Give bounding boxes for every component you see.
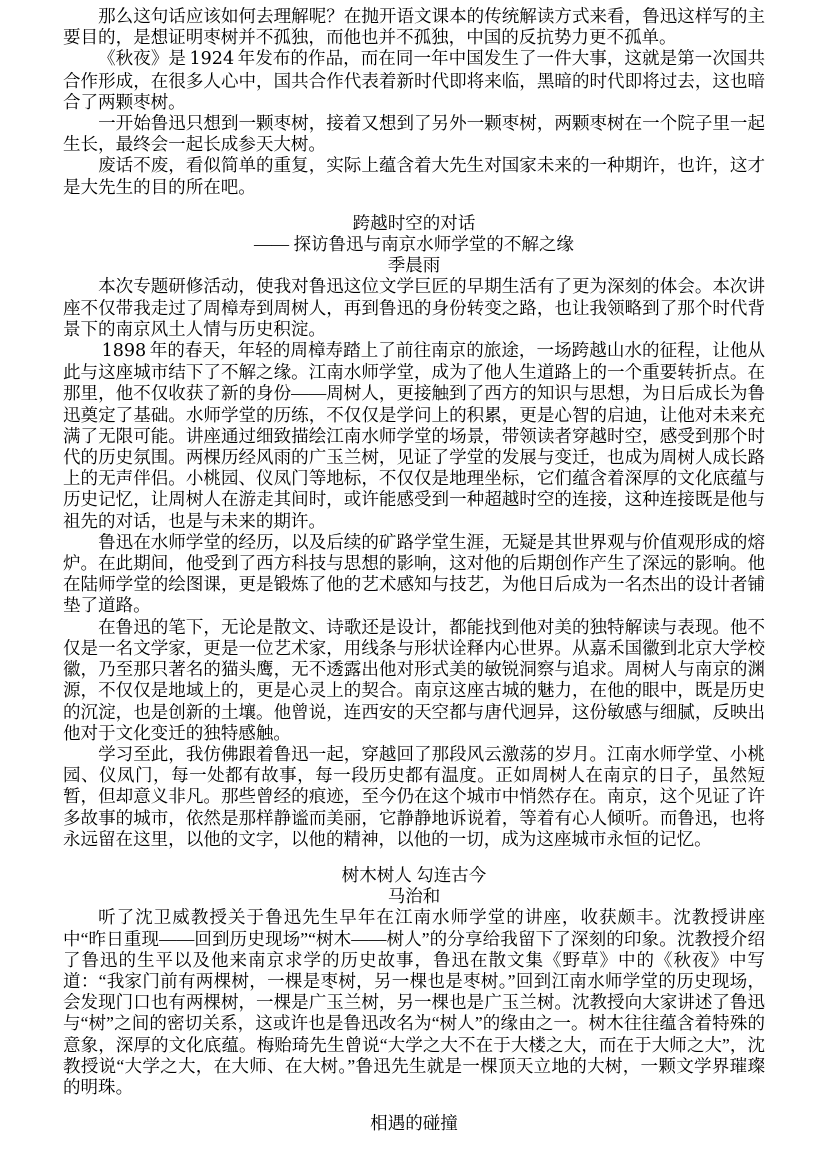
section-gap — [63, 850, 765, 865]
lead-paragraph-2: 《秋夜》是 1924 年发布的作品，而在同一年中国发生了一件大事，这就是第一次国共合作形成，在很多人心中，国共合作代表着新时代即将来临，黑暗的时代即将过去，这也暗合了两颗枣树。 — [63, 48, 766, 112]
lead-paragraph-4: 废话不废，看似简单的重复，实际上蕴含着大先生对国家未来的一种期许，也许，这才是大先生的目的所在吧。 — [63, 155, 765, 197]
essay1-subtitle: —— 探访鲁迅与南京水师学堂的不解之缘 — [254, 234, 574, 255]
essay1-paragraph-5: 学习至此，我仿佛跟着鲁迅一起，穿越回了那段风云激荡的岁月。江南水师学堂、小桃园、仪凤门，每一处都有故事，每一段历史都有温度。正如周树人在南京的日子，虽然短暂，但却意义非凡。那些曾经的痕迹，至今仍在这个城市中悄然存在。南京，这个见证了许多故事的城市，依然是那样静谧而美丽，它静静地诉说着，等着有心人倾听。而鲁迅，也将永远留在这里，以他的文字，以他的精神，以他的一切，成为这座城市永恒的记忆。 — [63, 743, 765, 849]
essay2-title: 树木树人 勾连古今 — [341, 864, 487, 885]
essay1-paragraph-1: 本次专题研修活动，使我对鲁迅这位文学巨匠的早期生活有了更为深刻的体会。本次讲座不仅带我走过了周樟寿到周树人，再到鲁迅的身份转变之路，也让我领略到了那个时代背景下的南京风土人情与历史积淀。 — [63, 276, 765, 339]
essay1-paragraph-2: 1898 年的春天，年轻的周樟寿踏上了前往南京的旅途，一场跨越山水的征程，让他从此与这座城市结下了不解之缘。江南水师学堂，成为了他人生道路上的一个重要转折点。在那里，他不仅收获了新的身份——周树人，更接触到了西方的知识与思想，为日后成长为鲁迅奠定了基础。水师学堂的历练，不仅仅是学问上的积累，更是心智的启迪，让他对未来充满了无限可能。讲座通过细致描绘江南水师学堂的场景，带领读者穿越时空，感受到那个时代的历史氛围。两棵历经风雨的广玉兰树，见证了学堂的发展与变迁，也成为周树人成长路上的无声伴侣。小桃园、仪凤门等地标，不仅仅是地理坐标，它们蕴含着深厚的文化底蕴与历史记忆，让周树人在游走其间时，或许能感受到一种超越时空的连接，这种连接既是他与祖先的对话，也是与未来的期许。 — [63, 340, 765, 531]
essay1-paragraph-4: 在鲁迅的笔下，无论是散文、诗歌还是设计，都能找到他对美的独特解读与表现。他不仅是一名文学家，更是一位艺术家，用线条与形状诠释内心世界。从嘉禾国徽到北京大学校徽，乃至那只著名的猫头鹰，无不透露出他对形式美的敏锐洞察与追求。周树人与南京的渊源，不仅仅是地域上的，更是心灵上的契合。南京这座古城的魅力，在他的眼中，既是历史的沉淀，也是创新的土壤。他曾说，连西安的天空都与唐代迥异，这份敏感与细腻，反映出他对于文化变迁的独特感触。 — [63, 616, 765, 743]
essay3-title: 相遇的碰撞 — [370, 1113, 458, 1134]
section-gap — [63, 1098, 765, 1113]
lead-paragraph-1: 那么这句话应该如何去理解呢？在抛开语文课本的传统解读方式来看，鲁迅这样写的主要目的，是想证明枣树并不孤独，而他也并不孤独，中国的反抗势力更不孤单。 — [63, 6, 765, 48]
essay1-paragraph-3: 鲁迅在水师学堂的经历，以及后续的矿路学堂生涯，无疑是其世界观与价值观形成的熔炉。在此期间，他受到了西方科技与思想的影响，这对他的后期创作产生了深远的影响。他在陆师学堂的绘图课，更是锻炼了他的艺术感知与技艺，为他日后成为一名杰出的设计者铺垫了道路。 — [63, 531, 765, 616]
lead-paragraph-3: 一开始鲁迅只想到一颗枣树，接着又想到了另外一颗枣树，两颗枣树在一个院子里一起生长，最终会一起长成参天大树。 — [63, 113, 765, 155]
essay2-author: 马治和 — [387, 886, 441, 907]
essay1-author: 季晨雨 — [387, 255, 441, 276]
section-gap — [63, 198, 765, 213]
essay1-title: 跨越时空的对话 — [352, 212, 476, 233]
essay2-paragraph-1: 听了沈卫威教授关于鲁迅先生早年在江南水师学堂的讲座，收获颇丰。沈教授讲座中“昨日重现——回到历史现场”“树木——树人”的分享给我留下了深刻的印象。沈教授介绍了鲁迅的生平以及他来南京求学的历史故事，鲁迅在散文集《野草》中的《秋夜》中写道：“我家门前有两棵树，一棵是枣树，另一棵也是枣树。”回到江南水师学堂的历史现场，会发现门口也有两棵树，一棵是广玉兰树，另一棵也是广玉兰树。沈教授向大家讲述了鲁迅与“树”之间的密切关系，这或许也是鲁迅改名为“树人”的缘由之一。树木往往蕴含着特殊的意象，深厚的文化底蕴。梅贻琦先生曾说“大学之大不在于大楼之大，而在于大师之大”，沈教授说“大学之大，在大师、在大树。”鲁迅先生就是一棵顶天立地的大树，一颗文学界璀璨的明珠。 — [63, 907, 765, 1097]
